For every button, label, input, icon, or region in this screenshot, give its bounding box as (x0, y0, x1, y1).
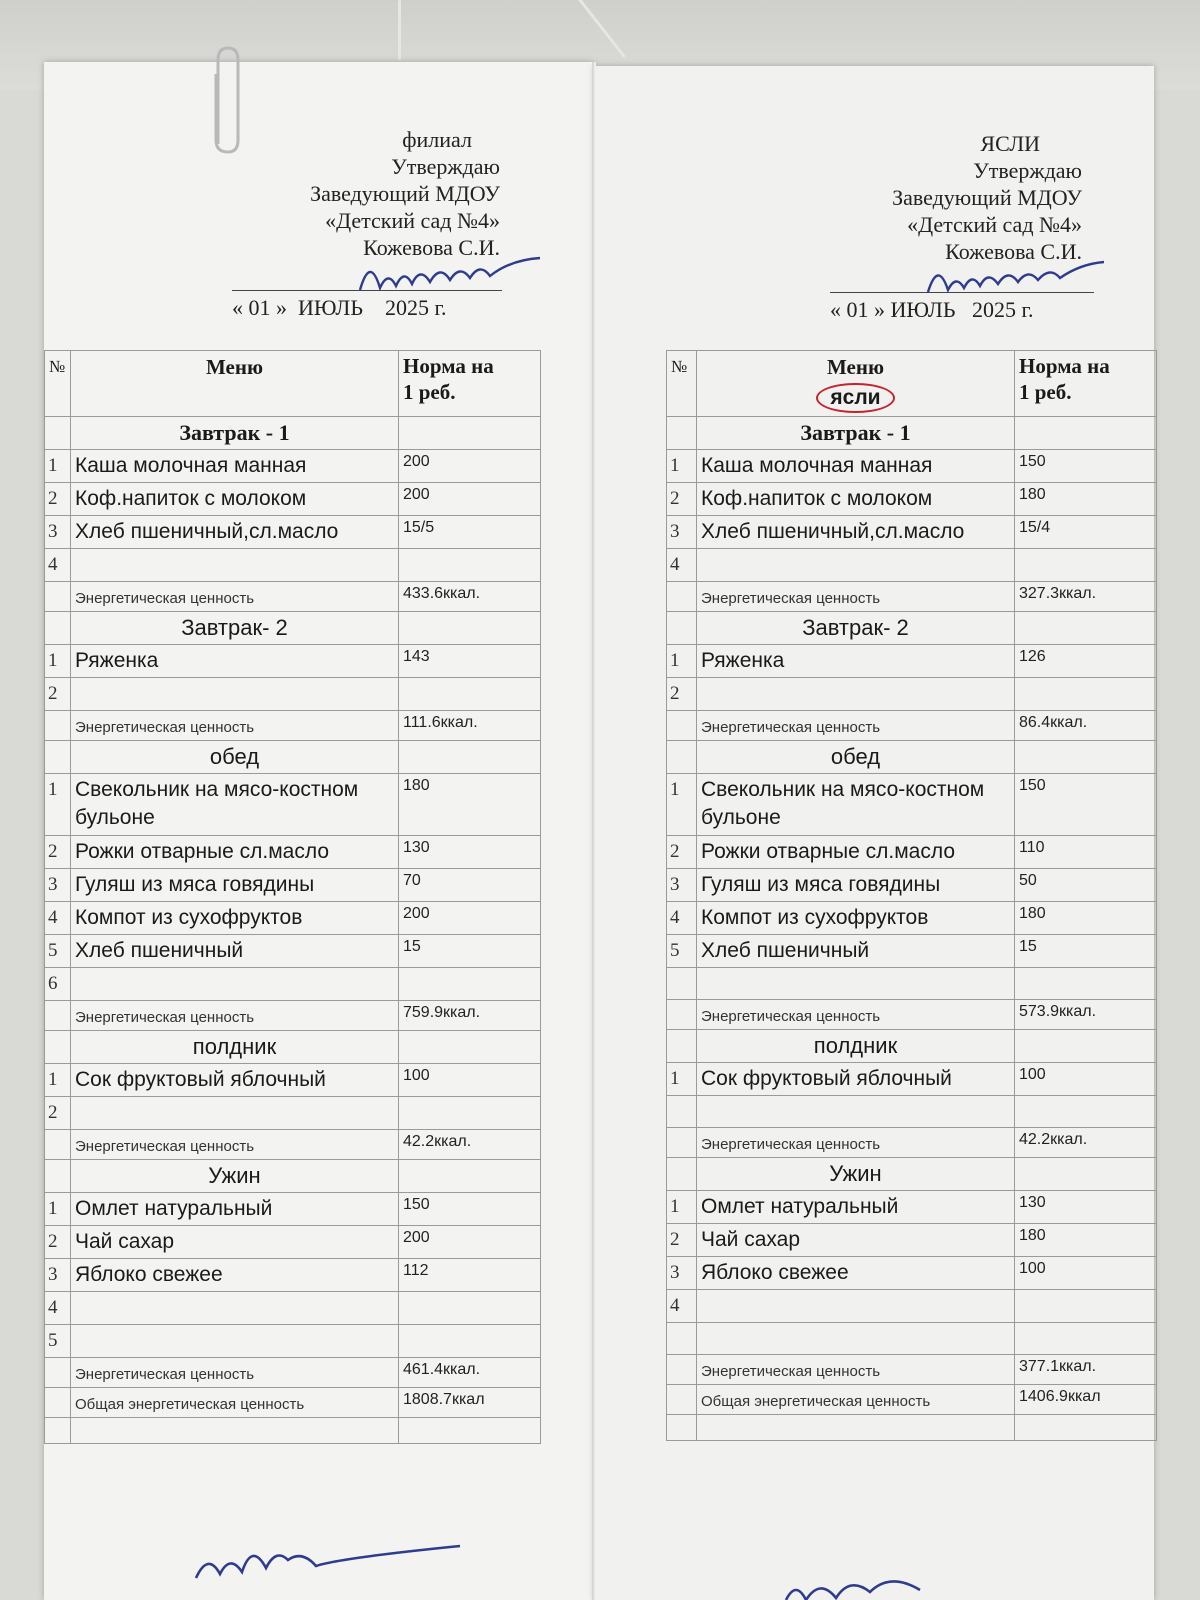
dish-name: Яблоко свежее (697, 1257, 1015, 1290)
section-title-row (45, 741, 541, 774)
portion-norm: 180 (1015, 902, 1157, 935)
portion-norm: 100 (399, 1064, 541, 1097)
table-row (667, 1063, 1157, 1096)
empty-row (45, 1418, 541, 1444)
energy-label: Энергетическая ценность (697, 582, 1015, 612)
header-line: «Детский сад №4» (325, 208, 500, 233)
portion-norm: 150 (1015, 450, 1157, 483)
empty-row (667, 1415, 1157, 1441)
energy-value: 759.9ккал. (399, 1001, 541, 1031)
portion-norm (1015, 1290, 1157, 1323)
row-number: 5 (667, 935, 697, 968)
dish-name: Чай сахар (697, 1224, 1015, 1257)
table-row (45, 1325, 541, 1358)
section-number-cell (45, 417, 71, 450)
portion-norm: 143 (399, 645, 541, 678)
portion-norm: 15/5 (399, 516, 541, 549)
table-row (45, 1193, 541, 1226)
table-row (667, 549, 1157, 582)
section-number-cell (667, 1158, 697, 1191)
header-line: ЯСЛИ (980, 131, 1040, 156)
energy-label: Энергетическая ценность (71, 1001, 399, 1031)
cable (398, 0, 401, 60)
portion-norm: 126 (1015, 645, 1157, 678)
header-line: Утверждаю (391, 154, 500, 179)
energy-value: 461.4ккал. (399, 1358, 541, 1388)
section-qty-cell (399, 612, 541, 645)
section-number-cell (45, 612, 71, 645)
row-number: 4 (45, 902, 71, 935)
dish-name (697, 1096, 1015, 1128)
section-title: Завтрак- 2 (71, 612, 399, 645)
dish-name: Хлеб пшеничный,сл.масло (71, 516, 399, 549)
portion-norm (399, 1325, 541, 1358)
table-row (667, 645, 1157, 678)
section-title-row (667, 1030, 1157, 1063)
row-number: 1 (45, 1064, 71, 1097)
table-row (45, 869, 541, 902)
dish-name: Хлеб пшеничный (697, 935, 1015, 968)
energy-number-cell (45, 1001, 71, 1031)
section-number-cell (45, 1160, 71, 1193)
section-title: Завтрак - 1 (71, 417, 399, 450)
dish-name: Гуляш из мяса говядины (71, 869, 399, 902)
row-number (667, 1323, 697, 1355)
energy-number-cell (667, 1000, 697, 1030)
table-row (45, 935, 541, 968)
total-energy-value: 1808.7ккал (399, 1388, 541, 1418)
dish-name: Коф.напиток с молоком (71, 483, 399, 516)
energy-value: 86.4ккал. (1015, 711, 1157, 741)
portion-norm: 200 (399, 450, 541, 483)
portion-norm: 150 (399, 1193, 541, 1226)
dish-name (71, 549, 399, 582)
portion-norm: 100 (1015, 1063, 1157, 1096)
dish-name: Ряженка (697, 645, 1015, 678)
energy-label: Энергетическая ценность (71, 1130, 399, 1160)
dish-name (697, 1290, 1015, 1323)
dish-name: Хлеб пшеничный,сл.масло (697, 516, 1015, 549)
portion-norm: 200 (399, 902, 541, 935)
row-number: 3 (45, 516, 71, 549)
energy-value: 433.6ккал. (399, 582, 541, 612)
table-row (45, 483, 541, 516)
dish-name (697, 549, 1015, 582)
table-row (667, 1096, 1157, 1128)
section-title-row (45, 612, 541, 645)
section-qty-cell (1015, 417, 1157, 450)
row-number: 1 (667, 1063, 697, 1096)
empty-cell (399, 1418, 541, 1444)
header-line: Заведующий МДОУ (892, 185, 1082, 210)
row-number: 2 (45, 836, 71, 869)
section-qty-cell (399, 1031, 541, 1064)
column-header-menu (71, 351, 399, 417)
total-energy-row (45, 1388, 541, 1418)
dish-name: Омлет натуральный (697, 1191, 1015, 1224)
section-qty-cell (1015, 1030, 1157, 1063)
header-line: «Детский сад №4» (907, 212, 1082, 237)
section-qty-cell (399, 1160, 541, 1193)
energy-row (667, 1000, 1157, 1030)
norm-label-line: 1 реб. (1019, 380, 1072, 404)
section-title-row (667, 417, 1157, 450)
table-row (45, 774, 541, 836)
dish-name: Хлеб пшеничный (71, 935, 399, 968)
dish-name (71, 1325, 399, 1358)
section-title: Завтрак - 1 (697, 417, 1015, 450)
portion-norm: 15 (1015, 935, 1157, 968)
table-header-row (667, 351, 1157, 417)
energy-label: Энергетическая ценность (71, 711, 399, 741)
energy-number-cell (667, 711, 697, 741)
norm-label-line: 1 реб. (403, 380, 456, 404)
dish-name: Гуляш из мяса говядины (697, 869, 1015, 902)
portion-norm: 112 (399, 1259, 541, 1292)
row-number: 3 (45, 869, 71, 902)
table-row (45, 1097, 541, 1130)
row-number: 2 (45, 1097, 71, 1130)
section-title-row (667, 1158, 1157, 1191)
dish-name (71, 1292, 399, 1325)
menu-table-body (667, 351, 1157, 1441)
table-row (45, 1259, 541, 1292)
row-number: 2 (45, 678, 71, 711)
row-number: 3 (667, 516, 697, 549)
section-qty-cell (1015, 612, 1157, 645)
section-qty-cell (1015, 741, 1157, 774)
header-line: Кожевова С.И. (363, 235, 500, 260)
portion-norm: 130 (1015, 1191, 1157, 1224)
total-number-cell (45, 1388, 71, 1418)
portion-norm: 200 (399, 1226, 541, 1259)
section-title: Ужин (71, 1160, 399, 1193)
dish-name (697, 968, 1015, 1000)
portion-norm: 180 (399, 774, 541, 836)
dish-name: Сок фруктовый яблочный (697, 1063, 1015, 1096)
portion-norm: 200 (399, 483, 541, 516)
energy-row (667, 1128, 1157, 1158)
energy-label: Энергетическая ценность (697, 1128, 1015, 1158)
table-row (45, 516, 541, 549)
portion-norm (1015, 1323, 1157, 1355)
table-row (45, 645, 541, 678)
section-title: полдник (71, 1031, 399, 1064)
dish-name: Рожки отварные сл.масло (71, 836, 399, 869)
section-title: Ужин (697, 1158, 1015, 1191)
portion-norm: 15 (399, 935, 541, 968)
row-number: 1 (45, 774, 71, 836)
column-header-norm (399, 351, 541, 417)
row-number: 2 (45, 483, 71, 516)
table-row (45, 1292, 541, 1325)
norm-label-line: Норма на (1019, 354, 1110, 378)
table-row (667, 516, 1157, 549)
energy-value: 111.6ккал. (399, 711, 541, 741)
table-row (667, 483, 1157, 516)
portion-norm (399, 968, 541, 1001)
table-row (667, 678, 1157, 711)
total-energy-label: Общая энергетическая ценность (697, 1385, 1015, 1415)
section-title-row (45, 1031, 541, 1064)
total-number-cell (667, 1385, 697, 1415)
dish-name: Компот из сухофруктов (71, 902, 399, 935)
empty-cell (71, 1418, 399, 1444)
dish-name: Яблоко свежее (71, 1259, 399, 1292)
energy-value: 377.1ккал. (1015, 1355, 1157, 1385)
row-number: 5 (45, 935, 71, 968)
energy-label: Энергетическая ценность (71, 582, 399, 612)
portion-norm: 15/4 (1015, 516, 1157, 549)
row-number: 1 (45, 450, 71, 483)
row-number: 3 (45, 1259, 71, 1292)
column-header-norm (1015, 351, 1157, 417)
portion-norm: 180 (1015, 1224, 1157, 1257)
column-header-menu-label: Меню (205, 355, 263, 379)
row-number: 5 (45, 1325, 71, 1358)
energy-row (45, 711, 541, 741)
dish-name: Каша молочная манная (71, 450, 399, 483)
table-row (45, 902, 541, 935)
row-number: 3 (667, 869, 697, 902)
dish-name: Омлет натуральный (71, 1193, 399, 1226)
table-row (667, 1257, 1157, 1290)
energy-value: 42.2ккал. (399, 1130, 541, 1160)
dish-name (71, 1097, 399, 1130)
energy-value: 327.3ккал. (1015, 582, 1157, 612)
energy-number-cell (667, 1355, 697, 1385)
dish-name: Рожки отварные сл.масло (697, 836, 1015, 869)
energy-row (45, 582, 541, 612)
portion-norm (399, 1292, 541, 1325)
table-row (667, 450, 1157, 483)
portion-norm: 50 (1015, 869, 1157, 902)
table-row (45, 968, 541, 1001)
energy-row (45, 1001, 541, 1031)
table-row (667, 1224, 1157, 1257)
dish-name: Свекольник на мясо-костном бульоне (697, 774, 1015, 836)
section-qty-cell (399, 417, 541, 450)
row-number: 1 (45, 645, 71, 678)
row-number: 2 (667, 483, 697, 516)
energy-label: Энергетическая ценность (697, 1355, 1015, 1385)
row-number (667, 968, 697, 1000)
total-energy-label: Общая энергетическая ценность (71, 1388, 399, 1418)
sheet-fold (592, 62, 596, 1600)
table-row (667, 869, 1157, 902)
approval-header-left (220, 126, 500, 261)
energy-number-cell (667, 1128, 697, 1158)
dish-name: Каша молочная манная (697, 450, 1015, 483)
row-number (667, 1096, 697, 1128)
energy-row (45, 1358, 541, 1388)
section-title: обед (697, 741, 1015, 774)
table-row (45, 450, 541, 483)
table-row (45, 678, 541, 711)
energy-label: Энергетическая ценность (71, 1358, 399, 1388)
section-title: полдник (697, 1030, 1015, 1063)
total-energy-value: 1406.9ккал (1015, 1385, 1157, 1415)
section-title: Завтрак- 2 (697, 612, 1015, 645)
section-title-row (45, 1160, 541, 1193)
row-number: 2 (45, 1226, 71, 1259)
portion-norm: 100 (1015, 1257, 1157, 1290)
section-qty-cell (399, 741, 541, 774)
circled-nursery-label: ясли (816, 383, 894, 413)
energy-number-cell (45, 1130, 71, 1160)
table-row (45, 836, 541, 869)
portion-norm (399, 678, 541, 711)
energy-number-cell (45, 711, 71, 741)
signature-bottom-right (780, 1570, 980, 1600)
signature-bottom-left (190, 1538, 470, 1586)
energy-row (667, 582, 1157, 612)
section-number-cell (667, 741, 697, 774)
energy-value: 573.9ккал. (1015, 1000, 1157, 1030)
column-header-menu (697, 351, 1015, 417)
header-line: Утверждаю (973, 158, 1082, 183)
energy-row (667, 1355, 1157, 1385)
section-number-cell (667, 612, 697, 645)
section-title-row (667, 741, 1157, 774)
energy-label: Энергетическая ценность (697, 711, 1015, 741)
table-row (667, 1290, 1157, 1323)
energy-number-cell (45, 1358, 71, 1388)
row-number: 1 (667, 645, 697, 678)
energy-row (45, 1130, 541, 1160)
dish-name: Сок фруктовый яблочный (71, 1064, 399, 1097)
dish-name: Компот из сухофруктов (697, 902, 1015, 935)
portion-norm: 110 (1015, 836, 1157, 869)
column-header-number: № (667, 351, 697, 417)
portion-norm (1015, 549, 1157, 582)
portion-norm (1015, 968, 1157, 1000)
table-row (667, 902, 1157, 935)
portion-norm (1015, 678, 1157, 711)
section-number-cell (667, 1030, 697, 1063)
approval-date-left: « 01 » ИЮЛЬ 2025 г. (232, 290, 502, 321)
row-number: 4 (45, 549, 71, 582)
energy-row (667, 711, 1157, 741)
approval-date-right: « 01 » ИЮЛЬ 2025 г. (830, 292, 1094, 323)
row-number: 1 (45, 1193, 71, 1226)
total-energy-row (667, 1385, 1157, 1415)
row-number: 2 (667, 678, 697, 711)
dish-name (697, 678, 1015, 711)
table-row (667, 774, 1157, 836)
dish-name: Свекольник на мясо-костном бульоне (71, 774, 399, 836)
table-row (667, 935, 1157, 968)
portion-norm: 130 (399, 836, 541, 869)
row-number: 4 (667, 1290, 697, 1323)
portion-norm: 180 (1015, 483, 1157, 516)
row-number: 2 (667, 836, 697, 869)
table-row (667, 1191, 1157, 1224)
section-title-row (45, 417, 541, 450)
portion-norm (399, 549, 541, 582)
portion-norm: 70 (399, 869, 541, 902)
table-row (45, 549, 541, 582)
menu-table-branch (44, 350, 541, 1444)
header-line: Заведующий МДОУ (310, 181, 500, 206)
row-number: 4 (667, 549, 697, 582)
dish-name: Коф.напиток с молоком (697, 483, 1015, 516)
section-title-row (667, 612, 1157, 645)
empty-cell (45, 1418, 71, 1444)
section-number-cell (667, 417, 697, 450)
energy-value: 42.2ккал. (1015, 1128, 1157, 1158)
portion-norm (399, 1097, 541, 1130)
column-header-menu-label: Меню (826, 355, 884, 379)
portion-norm (1015, 1096, 1157, 1128)
portion-norm: 150 (1015, 774, 1157, 836)
energy-label: Энергетическая ценность (697, 1000, 1015, 1030)
table-header-row (45, 351, 541, 417)
dish-name (697, 1323, 1015, 1355)
menu-table-nursery (666, 350, 1157, 1441)
approval-header-right (820, 130, 1082, 265)
section-title: обед (71, 741, 399, 774)
table-row (667, 1323, 1157, 1355)
dish-name (71, 678, 399, 711)
energy-number-cell (667, 582, 697, 612)
section-qty-cell (1015, 1158, 1157, 1191)
empty-cell (1015, 1415, 1157, 1441)
table-row (667, 836, 1157, 869)
dish-name (71, 968, 399, 1001)
section-number-cell (45, 1031, 71, 1064)
row-number: 4 (45, 1292, 71, 1325)
table-row (45, 1226, 541, 1259)
empty-cell (697, 1415, 1015, 1441)
row-number: 1 (667, 1191, 697, 1224)
section-number-cell (45, 741, 71, 774)
row-number: 1 (667, 450, 697, 483)
column-header-number: № (45, 351, 71, 417)
header-line: филиал (402, 127, 472, 152)
table-row (45, 1064, 541, 1097)
row-number: 1 (667, 774, 697, 836)
row-number: 3 (667, 1257, 697, 1290)
empty-cell (667, 1415, 697, 1441)
menu-table-body (45, 351, 541, 1444)
row-number: 2 (667, 1224, 697, 1257)
energy-number-cell (45, 582, 71, 612)
row-number: 6 (45, 968, 71, 1001)
dish-name: Чай сахар (71, 1226, 399, 1259)
dish-name: Ряженка (71, 645, 399, 678)
header-line: Кожевова С.И. (945, 239, 1082, 264)
norm-label-line: Норма на (403, 354, 494, 378)
row-number: 4 (667, 902, 697, 935)
table-row (667, 968, 1157, 1000)
